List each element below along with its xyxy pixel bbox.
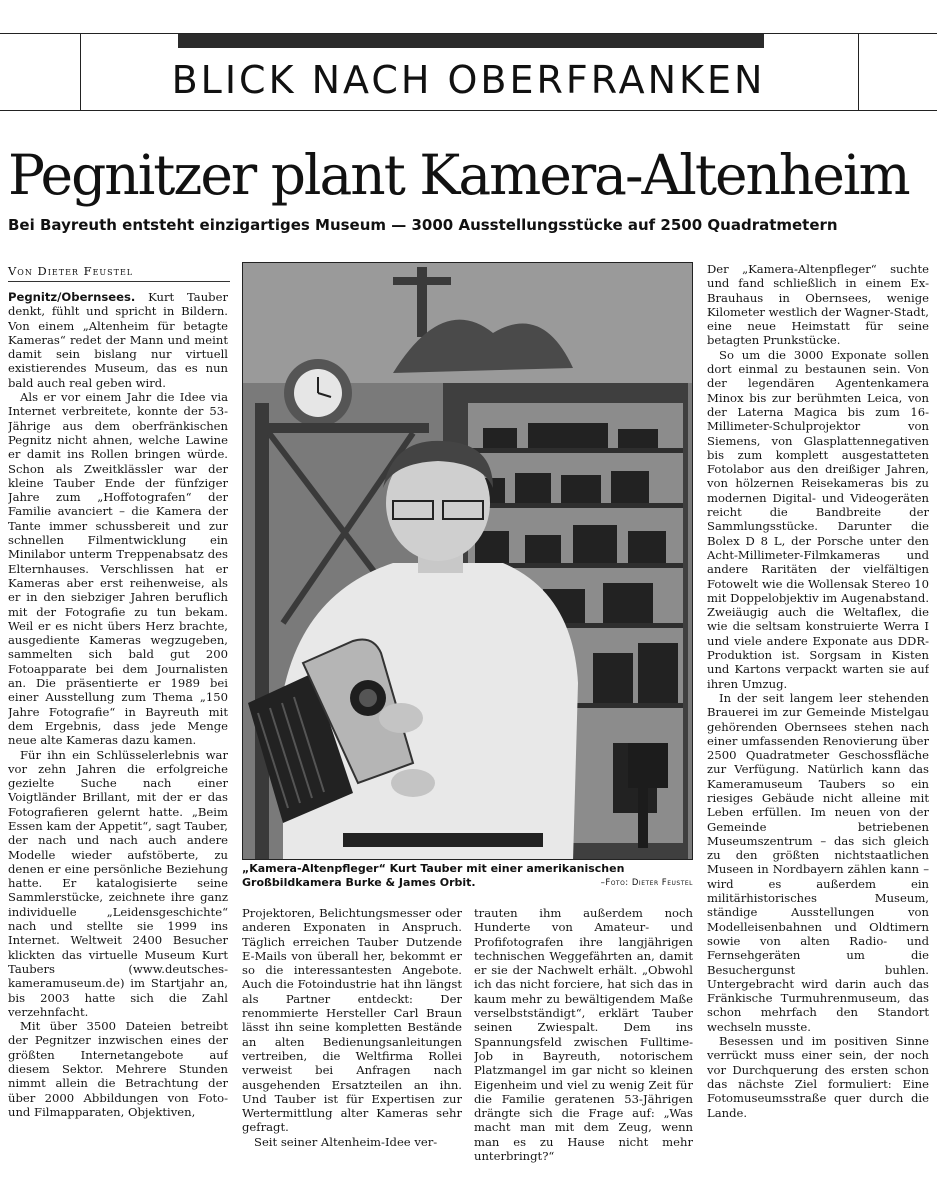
paragraph: In der seit langem leer stehenden Brauerei im zur Gemeinde Mistelgau gehörenden Obernsees stehen nach einer umfassenden Renovierung über 2500 Quadratmeter Geschossfläche zur Verfügung. Natürlich kann das Kameramuseum Taubers so ein riesiges Gebäude nicht alleine mit Leben erfüllen. Im neuen von der Gemeinde betriebenen Museumszentrum – das sich gleich zu den größten nichtstaatlichen Museen in Nordbayern zählen kann – wird es außerdem ein militärhistorisches Museum, ständige Ausstellungen von Modelleisenbahnen und Oldtimern sowie von alten Radio- und Fernsehgeräten um die Besuchergunst buhlen. Untergebracht wird darin auch das Fränkische Turmuhrenmuseum, das schon mehrfach den Standort wechseln musste.	[707, 690, 929, 1034]
paragraph: Pegnitz/Obernsees. Kurt Tauber denkt, fühlt und spricht in Bildern. Von einem „Altenheim für betagte Kameras“ redet der Mann und meint damit sein bislang nur virtuell existierendes Museum, das es nun bald auch real geben wird.	[8, 290, 228, 390]
section-title: BLICK NACH OBERFRANKEN	[171, 58, 766, 102]
photo-caption: „Kamera-Altenpfleger“ Kurt Tauber mit einer amerikanischen Großbildkamera Burke & James Orbit.	[242, 862, 625, 889]
paragraph: Besessen und im positiven Sinne verrückt muss einer sein, der noch vor Durchquerung des ersten schon das nächste Ziel formuliert: Eine Fotomuseumsstraße quer durch die Lande.	[707, 1034, 929, 1120]
paragraph: So um die 3000 Exponate sollen dort einmal zu bestaunen sein. Von der legendären Agentenkamera Minox bis zur berühmten Leica, von der Laterna Magica bis zum 16-Millimeter-Schulprojektor von Siemens, von Glasplattennegativen bis zum komplett ausgestatteten Fotolabor aus den dreißiger Jahren, von hölzernen Reisekameras bis zu modernen Digital- und Videogeräten reicht die Bandbreite der Sammlungsstücke. Darunter die Bolex D 8 L, der Porsche unter den Acht-Millimeter-Filmkameras und andere Raritäten der vielfältigen Fotowelt wie die Wollensak Stereo 10 mit Doppelobjektiv im Augenabstand. Zweiäugig auch die Weltaflex, die wie die seltsam konstruierte Werra I und viele andere Exponate aus DDR-Produktion ist. Sorgsam in Kisten und Kartons verpackt warten sie auf ihren Umzug.	[707, 347, 929, 691]
paragraph: Mit über 3500 Dateien betreibt der Pegnitzer inzwischen eines der größten Internetangebote auf diesem Sektor. Mehrere Stunden nimmt allein die Betrachtung der über 2000 Abbildungen von Foto- und Filmapparaten, Objektiven,	[8, 1019, 228, 1119]
lead-location: Pegnitz/Obernsees.	[8, 290, 136, 304]
photo-illustration	[243, 263, 693, 860]
article-photo	[242, 262, 693, 860]
byline-rule	[8, 281, 230, 282]
masthead-top-rule	[0, 33, 937, 34]
article-column-4	[707, 262, 929, 1185]
article-column-3	[474, 906, 693, 1186]
paragraph: trauten ihm außerdem noch Hunderte von Amateur- und Profifotografen ihre langjährigen technischen Weggefährten an, damit er sie der Nachwelt erhält. „Obwohl ich das nicht forciere, hat sich das in kaum mehr zu bewältigendem Maße verselbstständigt“, erklärt Tauber seinen Zwiespalt. Dem ins Spannungsfeld zwischen Fulltime-Job in Bayreuth, notorischem Platzmangel im gar nicht so kleinen Eigenheim und viel zu wenig Zeit für die Familie geratenen 53-Jährigen drängte sich die Frage auf: „Was macht man mit dem Zeug, wenn man es zu Hause nicht mehr unterbringt?“	[474, 906, 693, 1164]
paragraph: Seit seiner Altenheim-Idee ver-	[254, 1134, 438, 1149]
paragraph: Für ihn ein Schlüsselerlebnis war vor zehn Jahren die erfolgreiche gezielte Suche nach einer Voigtländer Brillant, mit der er das Fotografieren gelernt hatte. „Beim Essen kam der Appetit“, sagt Tauber, der nach und nach auch andere Modelle wieder aufstöberte, zu denen er eine persönliche Beziehung hatte. Er katalogisierte seine Sammlerstücke, zeichnete ihre ganz individuelle „Leidensgeschichte“ nach und stellte sie 1999 ins Internet. Weltweit 2400 Besucher klickten das virtuelle Museum Kurt Taubers (www.deutsches-kameramuseum.de) im Startjahr an, bis 2003 hatte sich die Zahl verzehnfacht.	[8, 747, 228, 1019]
masthead-bottom-rule	[0, 110, 937, 111]
headline: Pegnitzer plant Kamera-Altenheim	[8, 143, 909, 207]
masthead-bar	[178, 34, 764, 48]
paragraph: Der „Kamera-Altenpfleger“ suchte und fand schließlich in einem Ex-Brauhaus in Obernsees, wenige Kilometer westlich der Wagner-Stadt, eine neue Heimstatt für seine betagten Prunkstücke.	[707, 262, 929, 348]
paragraph: Projektoren, Belichtungsmesser oder anderen Exponaten in Anspruch. Täglich erreichen Tauber Dutzende E-Mails von überall her, bekommt er so die interessantesten Angebote. Auch die Fotoindustrie hat ihn längst als Partner entdeckt: Der renommierte Hersteller Carl Braun lässt ihn seine kompletten Bestände an alten Bedienungsanleitungen vertreiben, die Weltfirma Rollei verweist bei Anfragen nach ausgehenden Ersatzteilen an ihn. Und Tauber ist für Expertisen zur Wertermittlung alter Kameras sehr gefragt.	[242, 906, 462, 1135]
article-column-1	[8, 290, 228, 1185]
article-column-2	[242, 906, 462, 1186]
subheadline: Bei Bayreuth entsteht einzigartiges Museum — 3000 Ausstellungsstücke auf 2500 Quadratmetern	[8, 216, 838, 234]
byline: Von Dieter Feustel	[8, 264, 134, 278]
paragraph: Als er vor einem Jahr die Idee via Internet verbreitete, konnte der 53-Jährige aus dem oberfränkischen Pegnitz nicht ahnen, welche Lawine er damit ins Rollen bringen würde. Schon als Zweitklässler war der kleine Tauber Ende der fünfziger Jahre zum „Hoffotografen“ der Familie avanciert – die Kamera der Tante immer schussbereit und zur schnellen Filmentwicklung ein Minilabor unterm Treppenabsatz des Elternhauses. Verschlissen hat er Kameras aber erst reihenweise, als er in den siebziger Jahren beruflich mit der Fotografie zu tun bekam. Weil er es nicht übers Herz brachte, ausgediente Kameras wegzugeben, sammelten sich bald gut 200 Fotoapparate bei dem Journalisten an. Die präsentierte er 1989 bei einer Ausstellung zum Thema „150 Jahre Fotografie“ in Bayreuth mit dem Ergebnis, dass jede Menge neue alte Kameras dazu kamen.	[8, 390, 228, 748]
photo-credit: –Foto: Dieter Feustel	[600, 878, 693, 888]
